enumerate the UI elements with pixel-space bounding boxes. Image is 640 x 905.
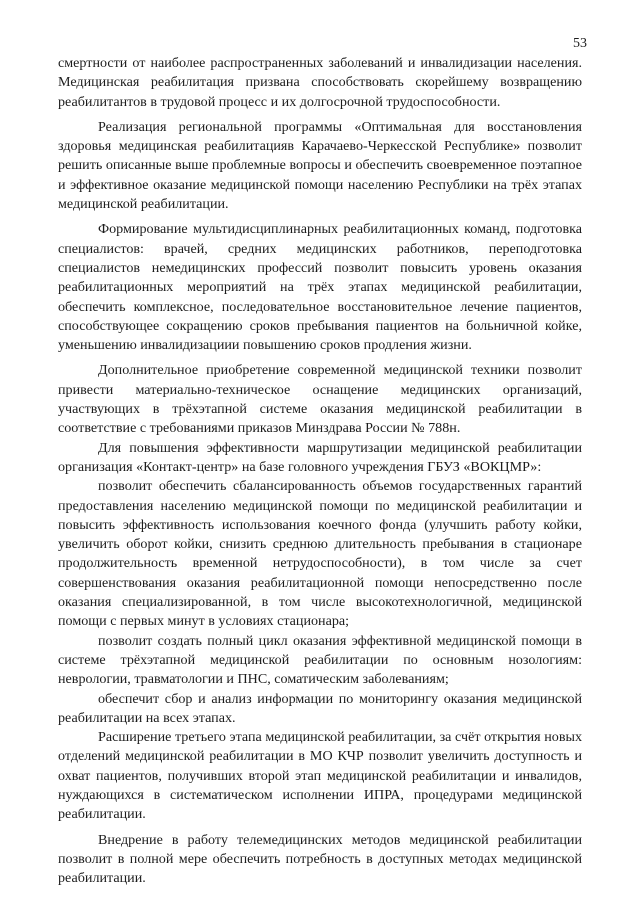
paragraph-routing: Для повышения эффективности маршрутизации медицинской реабилитации организация «Контакт-центр» на базе головного учреждения ГБУЗ «ВОКЦМР»: [58, 439, 582, 475]
paragraph-regional-program: Реализация региональной программы «Оптимальная для восстановления здоровья медицинская реабилитацияв Карачаево-Черкесской Республике» позволит решить описанные выше проблемные вопросы и обеспечить своевременное поэтапное и эффективное оказание медицинской помощи населению Республики на трёх этапах медицинской реабилитации. [58, 118, 582, 213]
paragraph-third-stage: Расширение третьего этапа медицинской реабилитации, за счёт открытия новых отделений медицинской реабилитации в МО КЧР позволит увеличить доступность и охват пациентов, получивших второй этап медицинской реабилитации и инвалидов, нуждающихся в систематическом исполнении ИПРА, процедурами медицинской реабилитации. [58, 729, 582, 823]
paragraph-routing-item-balance: позволит обеспечить сбалансированность объемов государственных гарантий предоставления населению медицинской помощи по медицинской реабилитации и повысить эффективность использования коечного фонда (улучшить работу койки, увеличить оборот койки, снизить среднюю длительность пребывания в стационаре продолжительность временной нетрудоспособности), в том числе за счет совершенствования оказания реабилитационной помощи непосредственно после оказания специализированной, в том числе высокотехнологичной, медицинской помощи с первых минут в условиях стационара; [58, 478, 582, 630]
paragraph-multidisciplinary-teams: Формирование мультидисциплинарных реабилитационных команд, подготовка специалистов: врачей, средних медицинских работников, переподготовка специалистов немедицинских профессий позволит повысить уровень оказания реабилитационных мероприятий на трёх этапах медицинской реабилитации, обеспечить комплексное, последовательное восстановительное лечение пациентов, способствующее сокращению сроков пребывания пациентов на больничной койке, уменьшению инвалидизациии повышению сроков продления жизни. [58, 221, 582, 354]
paragraph-routing-item-cycle: позволит создать полный цикл оказания эффективной медицинской помощи в системе трёхэтапной медицинской реабилитации по основным нозологиям: неврологии, травматологии и ПНС, соматическим заболеваниям; [58, 632, 582, 688]
page-number: 53 [573, 36, 587, 51]
paragraph-continuation: смертности от наиболее распространенных заболеваний и инвалидизации населения. Медицинская реабилитация призвана способствовать скорейшему возвращению реабилитантов в трудовой процесс и их долгосрочной трудоспособности. [58, 55, 582, 110]
paragraph-routing-item-monitoring: обеспечит сбор и анализ информации по мониторингу оказания медицинской реабилитации на всех этапах. [58, 690, 582, 726]
paragraph-telemedicine: Внедрение в работу телемедицинских методов медицинской реабилитации позволит в полной мере обеспечить потребность в доступных методах медицинской реабилитации. [58, 831, 582, 887]
body-text [58, 54, 582, 888]
paragraph-equipment: Дополнительное приобретение современной медицинской техники позволит привести материально-техническое оснащение медицинских организаций, участвующих в трёхэтапной системе оказания медицинской реабилитации в соответствие с требованиями приказов Минздрава России № 788н. [58, 362, 582, 437]
